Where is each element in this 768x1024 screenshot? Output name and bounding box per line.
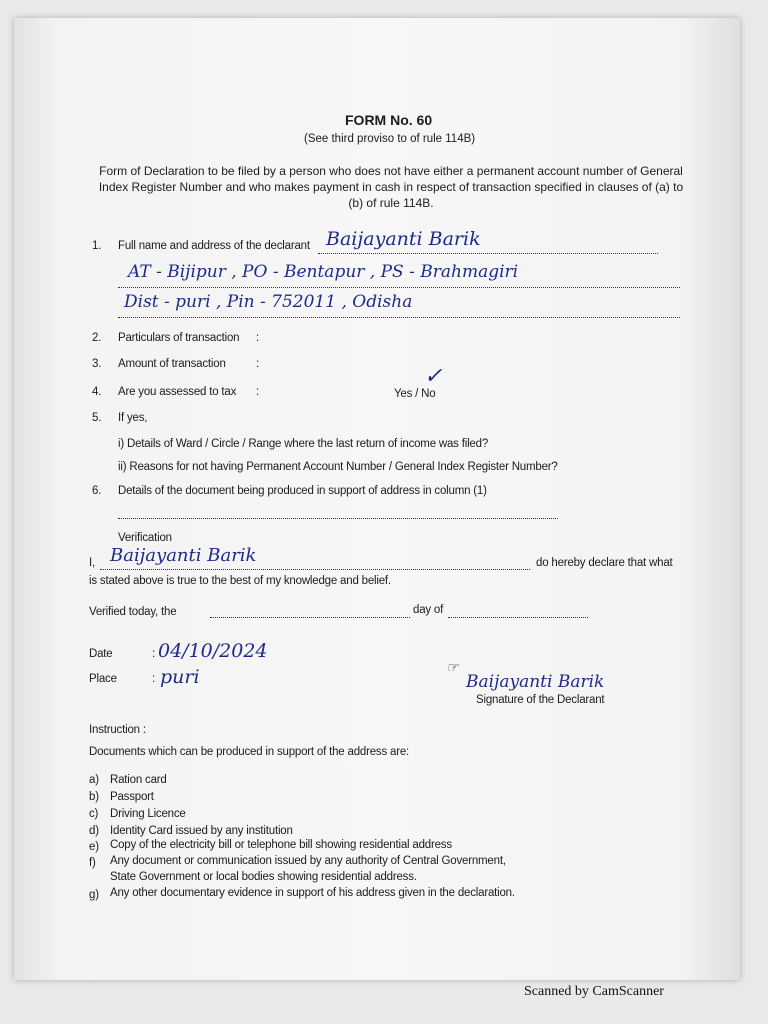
list-item-text: Driving Licence xyxy=(110,808,186,820)
yes-no-option: Yes / No xyxy=(394,388,436,400)
verification-statement: is stated above is true to the best of my knowledge and belief. xyxy=(89,575,391,587)
signature-label: Signature of the Declarant xyxy=(476,694,605,706)
item-6-label: Details of the document being produced in support of address in column (1) xyxy=(118,485,487,497)
list-item-key: d) xyxy=(89,825,99,837)
camscanner-watermark: Scanned by CamScanner xyxy=(524,984,664,999)
list-item-key: f) xyxy=(89,857,96,869)
list-item-key: a) xyxy=(89,774,99,786)
item-5-i: i) Details of Ward / Circle / Range where the last return of income was filed? xyxy=(118,438,489,450)
date-colon: : xyxy=(152,648,155,660)
address-dotted-line-1 xyxy=(118,287,680,288)
list-item-key: c) xyxy=(89,808,99,820)
list-item-text: Any other documentary evidence in support of his address given in the declaration. xyxy=(110,887,515,899)
item-4-colon: : xyxy=(256,386,259,398)
item-1-number: 1. xyxy=(92,240,102,252)
item-1-label: Full name and address of the declarant xyxy=(118,240,310,252)
form-title: FORM No. 60 xyxy=(345,112,433,128)
item-5-number: 5. xyxy=(92,412,102,424)
list-item-key: e) xyxy=(89,841,99,853)
item-2-label: Particulars of transaction xyxy=(118,332,240,344)
place-colon: : xyxy=(152,673,155,685)
list-item-text: Passport xyxy=(110,791,154,803)
date-label: Date xyxy=(89,648,113,660)
address-dotted-line-2 xyxy=(118,317,680,318)
item-6-number: 6. xyxy=(92,485,102,497)
item-4-label: Are you assessed to tax xyxy=(118,386,237,398)
verification-suffix: do hereby declare that what xyxy=(536,557,673,569)
item-5-ii: ii) Reasons for not having Permanent Account Number / General Index Register Number? xyxy=(118,461,558,473)
form-subtitle: (See third proviso to of rule 114B) xyxy=(304,133,476,145)
tick-mark-icon: ✓ xyxy=(424,364,443,389)
verification-name-handwritten: Baijayanti Barik xyxy=(110,545,257,566)
item-2-colon: : xyxy=(256,332,259,344)
list-item-key: g) xyxy=(89,889,99,901)
list-item-text: Any document or communication issued by any authority of Central Government, xyxy=(110,855,506,867)
verification-name-dotted-line xyxy=(100,569,530,570)
verification-prefix: I, xyxy=(89,557,95,569)
instruction-intro: Documents which can be produced in support of the address are: xyxy=(89,746,410,758)
hand-pointer-icon: ☞ xyxy=(446,660,459,676)
declarant-name-handwritten: Baijayanti Barik xyxy=(326,228,481,250)
name-dotted-line xyxy=(318,253,658,254)
verification-heading: Verification xyxy=(118,532,172,544)
document-dotted-line xyxy=(118,518,558,519)
list-item-text: Identity Card issued by any institution xyxy=(110,825,293,837)
list-item-text: State Government or local bodies showing residential address. xyxy=(110,871,417,883)
list-item-text: Copy of the electricity bill or telephone bill showing residential address xyxy=(110,839,452,851)
form-intro: Form of Declaration to be filed by a person who does not have either a permanent account number of General Index Register Number and who makes payment in cash in respect of transaction specified in clauses of (a) to (b) of rule 114B. xyxy=(98,164,684,210)
day-of-label: day of xyxy=(413,604,444,616)
item-4-number: 4. xyxy=(92,386,102,398)
address-line-2-handwritten: Dist - puri , Pin - 752011 , Odisha xyxy=(124,292,413,312)
verified-today-label: Verified today, the xyxy=(89,606,177,618)
item-3-colon: : xyxy=(256,358,259,370)
signature-handwritten: Baijayanti Barik xyxy=(466,672,605,692)
item-3-label: Amount of transaction xyxy=(118,358,226,370)
address-line-1-handwritten: AT - Bijipur , PO - Bentapur , PS - Brahmagiri xyxy=(128,262,519,282)
item-2-number: 2. xyxy=(92,332,102,344)
instruction-heading: Instruction : xyxy=(89,724,146,736)
place-handwritten: puri xyxy=(160,666,200,688)
date-handwritten: 04/10/2024 xyxy=(158,640,268,662)
month-dotted-line xyxy=(448,617,588,618)
item-3-number: 3. xyxy=(92,358,102,370)
list-item-text: Ration card xyxy=(110,774,167,786)
verified-date-dotted-line xyxy=(210,617,410,618)
place-label: Place xyxy=(89,673,117,685)
list-item-key: b) xyxy=(89,791,99,803)
item-5-label: If yes, xyxy=(118,412,148,424)
